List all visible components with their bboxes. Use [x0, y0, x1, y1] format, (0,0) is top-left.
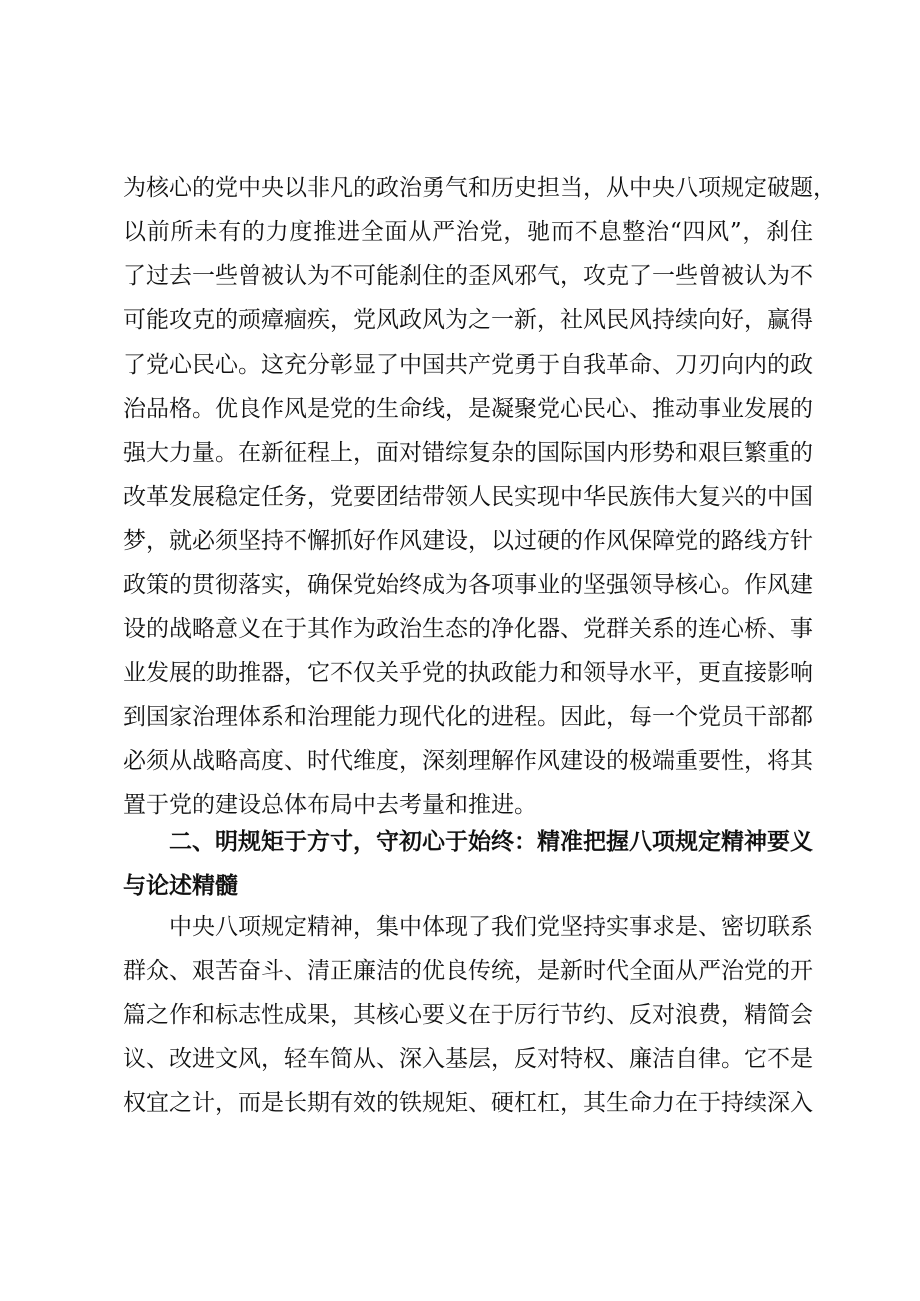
paragraph1-line: 必须从战略高度、时代维度，深刻理解作风建设的极端重要性，将其	[123, 748, 813, 774]
section-heading-continued: 与论述精髓	[123, 873, 238, 899]
paragraph1-line: 到国家治理体系和治理能力现代化的进程。因此，每一个党员干部都	[123, 704, 813, 730]
paragraph1-line: 强大力量。在新征程上，面对错综复杂的国际国内形势和艰巨繁重的	[123, 440, 813, 466]
paragraph1-line: 为核心的党中央以非凡的政治勇气和历史担当，从中央八项规定破题，	[123, 175, 836, 201]
paragraph1-line: 政策的贯彻落实，确保党始终成为各项事业的坚强领导核心。作风建	[123, 572, 813, 598]
paragraph1-line: 可能攻克的顽瘴痼疾，党风政风为之一新，社风民风持续向好，赢得	[123, 307, 813, 333]
paragraph1-line: 梦，就必须坚持不懈抓好作风建设，以过硬的作风保障党的路线方针	[123, 528, 813, 554]
paragraph2-line: 群众、艰苦奋斗、清正廉洁的优良传统，是新时代全面从严治党的开	[123, 958, 813, 984]
paragraph1-line: 改革发展稳定任务，党要团结带领人民实现中华民族伟大复兴的中国	[123, 484, 813, 510]
paragraph2-line: 篇之作和标志性成果，其核心要义在于厉行节约、反对浪费，精简会	[123, 1002, 813, 1028]
paragraph1-line: 了过去一些曾被认为不可能刹住的歪风邪气，攻克了一些曾被认为不	[123, 263, 813, 289]
paragraph1-line: 以前所未有的力度推进全面从严治党，驰而不息整治“四风”，刹住	[123, 219, 813, 245]
paragraph2-line: 议、改进文风，轻车简从、深入基层，反对特权、廉洁自律。它不是	[123, 1046, 813, 1072]
paragraph1-line: 了党心民心。这充分彰显了中国共产党勇于自我革命、刀刃向内的政	[123, 352, 813, 378]
paragraph1-line: 业发展的助推器，它不仅关乎党的执政能力和领导水平，更直接影响	[123, 660, 813, 686]
paragraph1-line: 置于党的建设总体布局中去考量和推进。	[123, 792, 537, 818]
section-heading: 二、明规矩于方寸，守初心于始终：精准把握八项规定精神要义	[169, 829, 813, 855]
paragraph2-line: 中央八项规定精神，集中体现了我们党坚持实事求是、密切联系	[169, 914, 813, 940]
paragraph2-line: 权宜之计，而是长期有效的铁规矩、硬杠杠，其生命力在于持续深入	[123, 1090, 813, 1116]
paragraph1-line: 设的战略意义在于其作为政治生态的净化器、党群关系的连心桥、事	[123, 616, 813, 642]
paragraph1-line: 治品格。优良作风是党的生命线，是凝聚党心民心、推动事业发展的	[123, 396, 813, 422]
